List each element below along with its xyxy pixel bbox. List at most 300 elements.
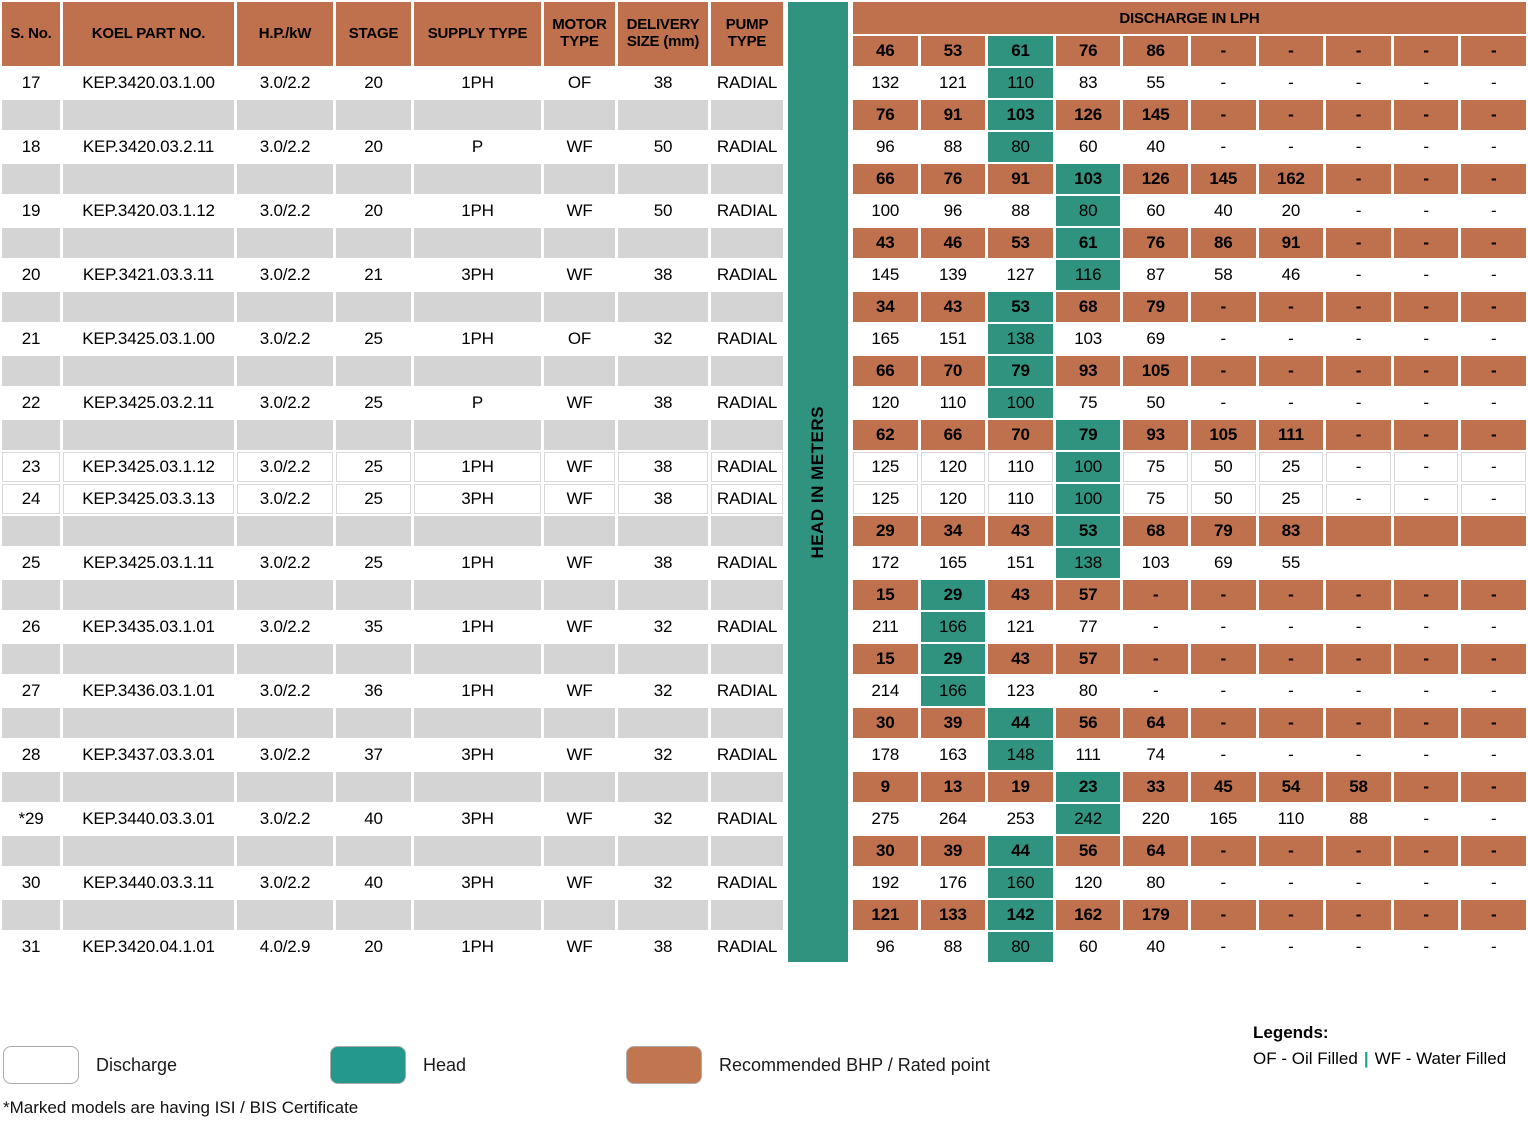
rated-discharge-cell: 80	[988, 132, 1053, 162]
rated-discharge-cell: 80	[1056, 196, 1121, 226]
discharge-value-cell: -	[1461, 196, 1526, 226]
head-value-cell: -	[1394, 36, 1459, 66]
serial-cell: 26	[2, 612, 60, 642]
head-value-cell: -	[1191, 900, 1256, 930]
discharge-value-cell: -	[1394, 868, 1459, 898]
abbreviation-line	[1253, 1046, 1506, 1072]
discharge-value-cell: 103	[1123, 548, 1188, 578]
head-in-meters-axis	[788, 2, 848, 962]
discharge-value-cell: 96	[853, 932, 918, 962]
discharge-value-cell: -	[1461, 260, 1526, 290]
column-header: KOEL PART NO.	[63, 2, 234, 66]
head-value-cell: -	[1394, 836, 1459, 866]
separator-cell	[63, 836, 234, 866]
head-value-cell: -	[1326, 164, 1391, 194]
discharge-value-cell: 264	[921, 804, 986, 834]
stage-cell: 25	[336, 324, 411, 354]
discharge-value-cell: -	[1326, 452, 1391, 482]
discharge-value-cell: -	[1394, 612, 1459, 642]
stage-cell: 40	[336, 804, 411, 834]
rated-discharge-cell: 80	[988, 932, 1053, 962]
column-header: SUPPLY TYPE	[414, 2, 541, 66]
hp-kw-cell: 3.0/2.2	[237, 548, 333, 578]
discharge-value-cell: -	[1191, 740, 1256, 770]
head-value-cell: 64	[1123, 836, 1188, 866]
separator-cell	[544, 708, 615, 738]
supply-type-cell: P	[414, 132, 541, 162]
pump-type-cell: RADIAL	[711, 196, 783, 226]
head-value-cell: 13	[921, 772, 986, 802]
discharge-value-cell: -	[1394, 196, 1459, 226]
serial-cell: 22	[2, 388, 60, 418]
head-value-cell: 145	[1123, 100, 1188, 130]
rated-head-cell: 53	[988, 292, 1053, 322]
pump-type-cell: RADIAL	[711, 388, 783, 418]
separator-cell	[63, 516, 234, 546]
head-value-cell: -	[1394, 772, 1459, 802]
separator-cell	[237, 228, 333, 258]
pump-type-cell: RADIAL	[711, 676, 783, 706]
discharge-value-cell: -	[1394, 452, 1459, 482]
discharge-value-cell: 40	[1123, 932, 1188, 962]
head-value-cell: 33	[1123, 772, 1188, 802]
of-abbreviation: OF - Oil Filled	[1253, 1049, 1358, 1069]
hp-kw-cell: 3.0/2.2	[237, 868, 333, 898]
separator-cell	[63, 580, 234, 610]
discharge-value-cell: -	[1259, 324, 1324, 354]
discharge-value-cell	[1461, 548, 1526, 578]
separator-cell	[336, 164, 411, 194]
delivery-size-cell: 32	[618, 868, 708, 898]
separator-cell	[2, 900, 60, 930]
head-value-cell: -	[1123, 580, 1188, 610]
part-no-cell: KEP.3425.03.2.11	[63, 388, 234, 418]
discharge-value-cell: -	[1461, 740, 1526, 770]
head-value-cell: -	[1326, 228, 1391, 258]
head-value-cell: 57	[1056, 644, 1121, 674]
separator-cell	[2, 644, 60, 674]
separator-cell	[711, 420, 783, 450]
discharge-value-cell: 275	[853, 804, 918, 834]
rated-discharge-cell: 166	[921, 676, 986, 706]
head-value-cell: 86	[1191, 228, 1256, 258]
discharge-value-cell: -	[1394, 740, 1459, 770]
separator-cell	[2, 164, 60, 194]
head-value-cell	[1394, 516, 1459, 546]
discharge-value-cell: 88	[1326, 804, 1391, 834]
bhp-swatch	[626, 1046, 702, 1084]
separator-cell	[414, 836, 541, 866]
discharge-value-cell: -	[1394, 132, 1459, 162]
rated-discharge-cell: 110	[988, 68, 1053, 98]
serial-cell: 31	[2, 932, 60, 962]
discharge-value-cell: 96	[853, 132, 918, 162]
discharge-value-cell: -	[1394, 484, 1459, 514]
motor-type-cell: WF	[544, 676, 615, 706]
discharge-value-cell: 103	[1056, 324, 1121, 354]
head-value-cell: 121	[853, 900, 918, 930]
separator-cell	[544, 772, 615, 802]
discharge-value-cell: -	[1326, 740, 1391, 770]
stage-cell: 20	[336, 932, 411, 962]
head-value-cell: 30	[853, 836, 918, 866]
separator-cell	[711, 900, 783, 930]
discharge-value-cell: 55	[1123, 68, 1188, 98]
supply-type-cell: 3PH	[414, 868, 541, 898]
head-value-cell: 79	[1123, 292, 1188, 322]
head-value-cell: 126	[1056, 100, 1121, 130]
head-value-cell: 70	[988, 420, 1053, 450]
head-value-cell: -	[1259, 356, 1324, 386]
discharge-value-cell: 120	[921, 484, 986, 514]
head-value-cell: -	[1461, 356, 1526, 386]
supply-type-cell: 1PH	[414, 196, 541, 226]
separator-cell	[711, 836, 783, 866]
rated-discharge-cell: 100	[1056, 452, 1121, 482]
discharge-value-cell: -	[1461, 452, 1526, 482]
part-no-cell: KEP.3425.03.1.11	[63, 548, 234, 578]
head-value-cell: 66	[853, 164, 918, 194]
discharge-value-cell: -	[1191, 324, 1256, 354]
separator-cell	[237, 164, 333, 194]
discharge-value-cell: -	[1191, 676, 1256, 706]
separator-cell	[544, 644, 615, 674]
separator-cell	[544, 420, 615, 450]
head-value-cell: 68	[1056, 292, 1121, 322]
separator-cell	[711, 708, 783, 738]
discharge-value-cell: 132	[853, 68, 918, 98]
separator-cell	[63, 100, 234, 130]
motor-type-cell: WF	[544, 548, 615, 578]
head-value-cell: 91	[921, 100, 986, 130]
head-value-cell: 93	[1056, 356, 1121, 386]
separator-cell	[336, 228, 411, 258]
hp-kw-cell: 3.0/2.2	[237, 676, 333, 706]
motor-type-cell: WF	[544, 740, 615, 770]
separator-cell	[414, 292, 541, 322]
rated-head-cell: 44	[988, 836, 1053, 866]
discharge-value-cell: 211	[853, 612, 918, 642]
head-value-cell: -	[1394, 164, 1459, 194]
separator-cell	[237, 420, 333, 450]
head-value-cell: 179	[1123, 900, 1188, 930]
head-value-cell: 56	[1056, 708, 1121, 738]
legend-head-label: Head	[423, 1054, 467, 1075]
separator-cell	[336, 516, 411, 546]
separator-cell	[618, 100, 708, 130]
separator-cell	[2, 292, 60, 322]
head-value-cell: -	[1461, 36, 1526, 66]
rated-discharge-cell: 242	[1056, 804, 1121, 834]
part-no-cell: KEP.3420.03.2.11	[63, 132, 234, 162]
separator-cell	[618, 164, 708, 194]
discharge-value-cell: -	[1259, 388, 1324, 418]
rated-head-cell: 53	[1056, 516, 1121, 546]
head-value-cell: 86	[1123, 36, 1188, 66]
discharge-value-cell: 110	[988, 484, 1053, 514]
head-value-cell: -	[1394, 228, 1459, 258]
discharge-value-cell: -	[1326, 68, 1391, 98]
discharge-value-cell: -	[1326, 932, 1391, 962]
pump-type-cell: RADIAL	[711, 68, 783, 98]
rated-discharge-cell: 116	[1056, 260, 1121, 290]
separator-cell	[336, 836, 411, 866]
separator-cell	[237, 772, 333, 802]
delivery-size-cell: 50	[618, 196, 708, 226]
separator-cell	[414, 516, 541, 546]
separator-cell	[618, 772, 708, 802]
discharge-value-cell: 163	[921, 740, 986, 770]
head-value-cell: 43	[988, 580, 1053, 610]
footnote: *Marked models are having ISI / BIS Certificate	[3, 1098, 359, 1117]
separator-cell	[544, 228, 615, 258]
pump-type-cell: RADIAL	[711, 932, 783, 962]
serial-cell: *29	[2, 804, 60, 834]
stage-cell: 37	[336, 740, 411, 770]
separator-cell	[711, 644, 783, 674]
separator-cell	[336, 708, 411, 738]
separator-cell	[618, 644, 708, 674]
separator-cell	[63, 772, 234, 802]
serial-cell: 19	[2, 196, 60, 226]
discharge-value-cell: -	[1123, 612, 1188, 642]
separator-cell	[2, 836, 60, 866]
column-header: MOTOR TYPE	[544, 2, 615, 66]
separator-cell	[2, 420, 60, 450]
discharge-value-cell: -	[1326, 484, 1391, 514]
pump-type-cell: RADIAL	[711, 804, 783, 834]
head-value-cell: 91	[1259, 228, 1324, 258]
discharge-value-cell: -	[1461, 804, 1526, 834]
supply-type-cell: P	[414, 388, 541, 418]
separator-cell	[414, 708, 541, 738]
separator-cell	[711, 772, 783, 802]
head-value-cell: -	[1461, 836, 1526, 866]
discharge-value-cell: -	[1394, 260, 1459, 290]
column-header: STAGE	[336, 2, 411, 66]
discharge-value-cell: -	[1394, 68, 1459, 98]
part-no-cell: KEP.3421.03.3.11	[63, 260, 234, 290]
motor-type-cell: WF	[544, 132, 615, 162]
separator-cell	[544, 580, 615, 610]
stage-cell: 35	[336, 612, 411, 642]
pump-type-cell: RADIAL	[711, 452, 783, 482]
motor-type-cell: WF	[544, 868, 615, 898]
discharge-value-cell: -	[1326, 676, 1391, 706]
hp-kw-cell: 3.0/2.2	[237, 452, 333, 482]
discharge-value-cell: 220	[1123, 804, 1188, 834]
discharge-value-cell: 50	[1123, 388, 1188, 418]
rated-discharge-cell: 148	[988, 740, 1053, 770]
head-value-cell: 76	[853, 100, 918, 130]
motor-type-cell: WF	[544, 484, 615, 514]
head-value-cell: 162	[1056, 900, 1121, 930]
separator-cell	[336, 900, 411, 930]
serial-cell: 23	[2, 452, 60, 482]
pump-type-cell: RADIAL	[711, 740, 783, 770]
hp-kw-cell: 3.0/2.2	[237, 804, 333, 834]
head-value-cell	[1326, 516, 1391, 546]
discharge-value-cell: 75	[1056, 388, 1121, 418]
discharge-value-cell: 151	[988, 548, 1053, 578]
head-value-cell: -	[1191, 836, 1256, 866]
separator-cell	[414, 772, 541, 802]
pump-type-cell: RADIAL	[711, 868, 783, 898]
discharge-value-cell: -	[1326, 196, 1391, 226]
head-value-cell: -	[1191, 644, 1256, 674]
rated-discharge-cell: 166	[921, 612, 986, 642]
pump-type-cell: RADIAL	[711, 484, 783, 514]
head-value-cell: 83	[1259, 516, 1324, 546]
head-value-cell: -	[1326, 100, 1391, 130]
part-no-cell: KEP.3425.03.3.13	[63, 484, 234, 514]
rated-discharge-cell: 100	[1056, 484, 1121, 514]
separator-cell	[63, 164, 234, 194]
supply-type-cell: 1PH	[414, 324, 541, 354]
head-value-cell: 62	[853, 420, 918, 450]
discharge-value-cell: -	[1191, 868, 1256, 898]
separator-cell	[414, 420, 541, 450]
discharge-value-cell: 125	[853, 452, 918, 482]
discharge-value-cell: 69	[1123, 324, 1188, 354]
discharge-value-cell: 165	[1191, 804, 1256, 834]
separator-cell	[2, 708, 60, 738]
head-value-cell: -	[1326, 36, 1391, 66]
separator-cell	[711, 292, 783, 322]
motor-type-cell: WF	[544, 932, 615, 962]
discharge-value-cell: -	[1259, 612, 1324, 642]
delivery-size-cell: 38	[618, 548, 708, 578]
rated-discharge-cell: 160	[988, 868, 1053, 898]
legend-bhp-label: Recommended BHP / Rated point	[719, 1054, 990, 1075]
separator-cell	[544, 292, 615, 322]
discharge-value-cell: 110	[1259, 804, 1324, 834]
head-value-cell: 34	[921, 516, 986, 546]
stage-cell: 20	[336, 196, 411, 226]
discharge-value-cell: -	[1461, 132, 1526, 162]
head-value-cell: -	[1326, 836, 1391, 866]
delivery-size-cell: 32	[618, 324, 708, 354]
delivery-size-cell: 32	[618, 676, 708, 706]
discharge-value-cell: -	[1326, 612, 1391, 642]
stage-cell: 20	[336, 132, 411, 162]
rated-discharge-cell: 100	[988, 388, 1053, 418]
head-value-cell: 145	[1191, 164, 1256, 194]
head-value-cell: -	[1326, 900, 1391, 930]
head-value-cell: -	[1394, 644, 1459, 674]
separator-cell	[618, 420, 708, 450]
discharge-value-cell: -	[1394, 804, 1459, 834]
pump-type-cell: RADIAL	[711, 612, 783, 642]
separator-cell	[414, 580, 541, 610]
discharge-value-cell: -	[1326, 132, 1391, 162]
head-value-cell: 53	[921, 36, 986, 66]
discharge-value-cell: 60	[1123, 196, 1188, 226]
hp-kw-cell: 3.0/2.2	[237, 388, 333, 418]
discharge-value-cell: 46	[1259, 260, 1324, 290]
head-value-cell: -	[1394, 708, 1459, 738]
rated-head-cell: 79	[1056, 420, 1121, 450]
separator-cell	[711, 100, 783, 130]
discharge-value-cell: 172	[853, 548, 918, 578]
discharge-value-cell: 74	[1123, 740, 1188, 770]
head-value-cell: -	[1394, 356, 1459, 386]
legend-discharge-label: Discharge	[96, 1054, 178, 1075]
delivery-size-cell: 32	[618, 804, 708, 834]
stage-cell: 21	[336, 260, 411, 290]
motor-type-cell: WF	[544, 388, 615, 418]
head-value-cell: 66	[921, 420, 986, 450]
rated-head-cell: 103	[1056, 164, 1121, 194]
separator-cell	[2, 356, 60, 386]
head-swatch	[330, 1046, 406, 1084]
separator-cell	[618, 228, 708, 258]
discharge-value-cell: 50	[1191, 452, 1256, 482]
discharge-value-cell: -	[1191, 388, 1256, 418]
discharge-value-cell: -	[1461, 932, 1526, 962]
discharge-value-cell: 192	[853, 868, 918, 898]
hp-kw-cell: 3.0/2.2	[237, 132, 333, 162]
discharge-value-cell: 165	[921, 548, 986, 578]
head-value-cell: 43	[853, 228, 918, 258]
serial-cell: 30	[2, 868, 60, 898]
separator-cell	[237, 356, 333, 386]
head-value-cell: 9	[853, 772, 918, 802]
discharge-value-cell: 111	[1056, 740, 1121, 770]
head-value-cell: 57	[1056, 580, 1121, 610]
separator-cell	[414, 900, 541, 930]
discharge-value-cell	[1326, 548, 1391, 578]
discharge-value-cell: -	[1259, 932, 1324, 962]
supply-type-cell: 1PH	[414, 676, 541, 706]
head-value-cell: -	[1461, 420, 1526, 450]
supply-type-cell: 3PH	[414, 260, 541, 290]
head-value-cell: 43	[921, 292, 986, 322]
head-value-cell: -	[1326, 580, 1391, 610]
discharge-value-cell: 20	[1259, 196, 1324, 226]
discharge-value-cell: -	[1326, 324, 1391, 354]
serial-cell: 20	[2, 260, 60, 290]
rated-head-cell: 44	[988, 708, 1053, 738]
head-value-cell: -	[1394, 580, 1459, 610]
head-value-cell: -	[1326, 356, 1391, 386]
discharge-value-cell: -	[1394, 932, 1459, 962]
wf-abbreviation: WF - Water Filled	[1374, 1049, 1507, 1069]
head-value-cell: -	[1461, 164, 1526, 194]
discharge-value-cell: -	[1461, 484, 1526, 514]
delivery-size-cell: 38	[618, 388, 708, 418]
separator-cell	[63, 292, 234, 322]
discharge-value-cell: -	[1394, 324, 1459, 354]
serial-cell: 24	[2, 484, 60, 514]
part-no-cell: KEP.3440.03.3.01	[63, 804, 234, 834]
discharge-value-cell: 123	[988, 676, 1053, 706]
part-no-cell: KEP.3435.03.1.01	[63, 612, 234, 642]
motor-type-cell: OF	[544, 324, 615, 354]
head-value-cell: -	[1461, 644, 1526, 674]
discharge-value-cell: 121	[988, 612, 1053, 642]
separator-cell	[336, 772, 411, 802]
head-value-cell: -	[1191, 356, 1256, 386]
head-value-cell: -	[1461, 292, 1526, 322]
discharge-value-cell: 58	[1191, 260, 1256, 290]
stage-cell: 25	[336, 452, 411, 482]
delivery-size-cell: 38	[618, 68, 708, 98]
separator-cell	[414, 644, 541, 674]
rated-head-cell: 142	[988, 900, 1053, 930]
discharge-value-cell: 69	[1191, 548, 1256, 578]
discharge-value-cell: -	[1394, 388, 1459, 418]
